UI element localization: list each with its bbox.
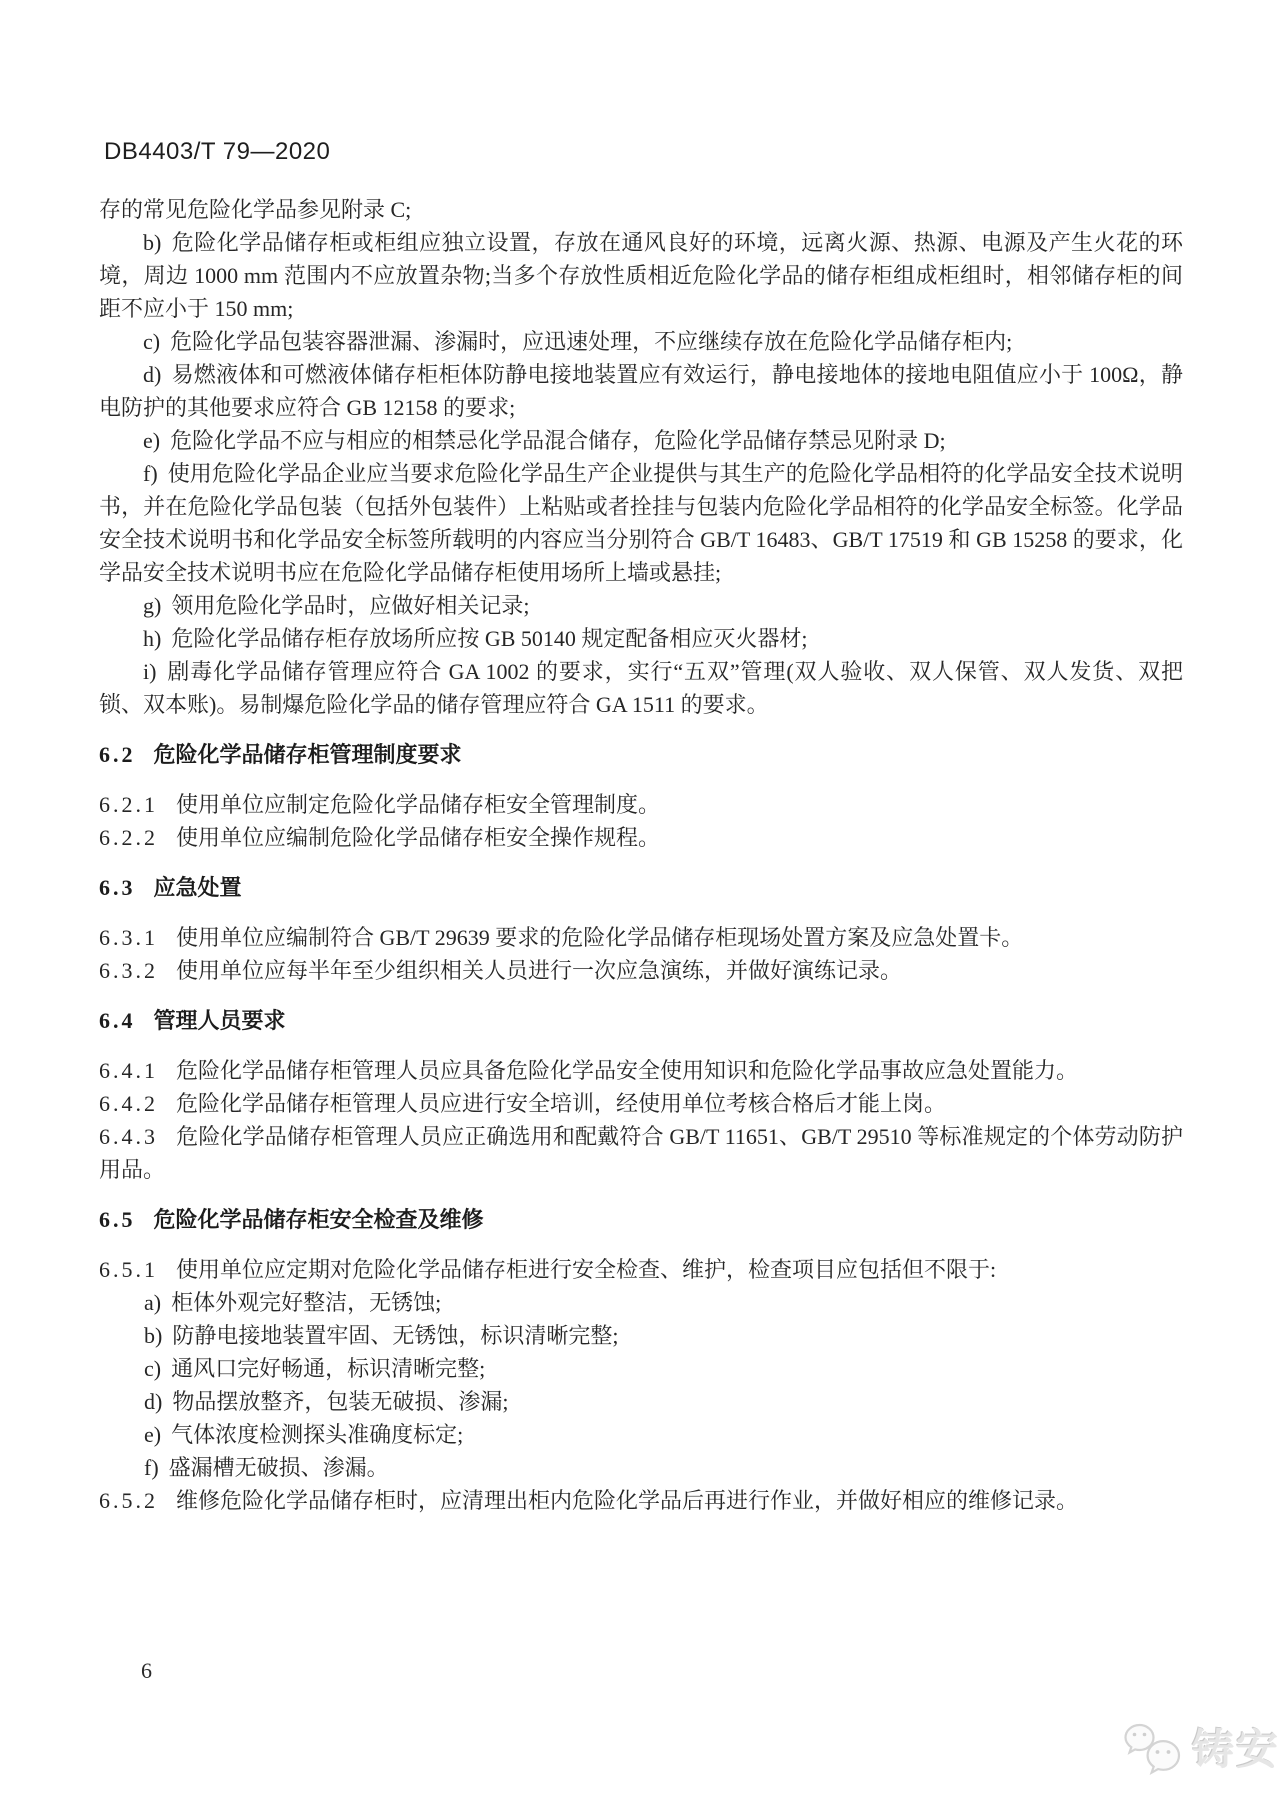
- list-item: [99, 1385, 1183, 1418]
- item-text: 危险化学品储存柜或柜组应独立设置，存放在通风良好的环境，远离火源、热源、电源及产生火花的环境，周边 1000 mm 范围内不应放置杂物;当多个存放性质相近危险化学品的储存柜组成柜组时，相邻储存柜的间距不应小于 150 mm;: [99, 230, 1183, 321]
- clause-text: 危险化学品储存柜管理人员应正确选用和配戴符合 GB/T 11651、GB/T 29510 等标准规定的个体劳动防护用品。: [99, 1124, 1183, 1182]
- list-item: [99, 1418, 1183, 1451]
- section-title: 管理人员要求: [153, 1008, 286, 1033]
- list-item: [99, 1451, 1183, 1484]
- clause: [99, 1484, 1183, 1517]
- section-title: 应急处置: [153, 875, 242, 900]
- clause: [99, 821, 1183, 854]
- section-heading: [99, 1203, 1183, 1236]
- section-heading: [99, 871, 1183, 904]
- item-text: 剧毒化学品储存管理应符合 GA 1002 的要求，实行“五双”管理(双人验收、双人保管、双人发货、双把锁、双本账)。易制爆危险化学品的储存管理应符合 GA 1511 的要求。: [99, 659, 1183, 717]
- item-marker: c): [143, 329, 161, 354]
- item-text: 使用危险化学品企业应当要求危险化学品生产企业提供与其生产的危险化学品相符的化学品安全技术说明书，并在危险化学品包装（包括外包装件）上粘贴或者拴挂与包装内危险化学品相符的化学品安全标签。化学品安全技术说明书和化学品安全标签所载明的内容应当分别符合 GB/T 16483、GB/T 17519 和 GB 15258 的要求，化学品安全技术说明书应在危险化学品储存柜使用场所上墙或悬挂;: [99, 461, 1183, 585]
- list-marker: b): [144, 1323, 163, 1348]
- clause-number: 6.5.1: [99, 1257, 158, 1282]
- item-text: 危险化学品包装容器泄漏、渗漏时，应迅速处理，不应继续存放在危险化学品储存柜内;: [170, 329, 1013, 354]
- section-heading: [99, 1004, 1183, 1037]
- list-text: 物品摆放整齐，包装无破损、渗漏;: [172, 1389, 509, 1414]
- item-marker: d): [143, 362, 162, 387]
- section-number: 6.5: [99, 1207, 136, 1232]
- item-text: 领用危险化学品时，应做好相关记录;: [171, 593, 530, 618]
- clause-text: 使用单位应编制危险化学品储存柜安全操作规程。: [176, 825, 661, 850]
- item-marker: i): [143, 659, 157, 684]
- clause-text: 使用单位应编制符合 GB/T 29639 要求的危险化学品储存柜现场处置方案及应急处置卡。: [176, 925, 1024, 950]
- clause-number: 6.4.3: [99, 1124, 158, 1149]
- clause-number: 6.3.1: [99, 925, 158, 950]
- clause-text: 危险化学品储存柜管理人员应进行安全培训，经使用单位考核合格后才能上岗。: [176, 1091, 947, 1116]
- list-marker: e): [144, 1422, 162, 1447]
- paragraph: 存的常见危险化学品参见附录 C;: [99, 197, 412, 222]
- clause: [99, 1120, 1183, 1186]
- list-marker: a): [144, 1290, 162, 1315]
- lettered-item: [99, 589, 1183, 622]
- list-item: [99, 1286, 1183, 1319]
- section-number: 6.2: [99, 742, 136, 767]
- clause-text: 维修危险化学品储存柜时，应清理出柜内危险化学品后再进行作业，并做好相应的维修记录。: [176, 1488, 1079, 1513]
- page-number: 6: [141, 1658, 152, 1683]
- list-text: 盛漏槽无破损、渗漏。: [168, 1455, 389, 1480]
- item-text: 危险化学品不应与相应的相禁忌化学品混合储存，危险化学品储存禁忌见附录 D;: [170, 428, 946, 453]
- list-text: 通风口完好畅通，标识清晰完整;: [171, 1356, 486, 1381]
- clause: [99, 921, 1183, 954]
- clause-number: 6.3.2: [99, 958, 158, 983]
- list-item: [99, 1352, 1183, 1385]
- lettered-item: [99, 655, 1183, 721]
- list-marker: c): [144, 1356, 162, 1381]
- list-marker: f): [144, 1455, 159, 1480]
- clause-number: 6.5.2: [99, 1488, 158, 1513]
- section-number: 6.3: [99, 875, 136, 900]
- clause-text: 使用单位应制定危险化学品储存柜安全管理制度。: [176, 792, 661, 817]
- section-number: 6.4: [99, 1008, 136, 1033]
- clause-text: 使用单位应定期对危险化学品储存柜进行安全检查、维护，检查项目应包括但不限于:: [176, 1257, 997, 1282]
- item-text: 易燃液体和可燃液体储存柜柜体防静电接地装置应有效运行，静电接地体的接地电阻值应小于 100Ω，静电防护的其他要求应符合 GB 12158 的要求;: [99, 362, 1183, 420]
- lettered-item: [99, 226, 1183, 325]
- list-text: 柜体外观完好整洁，无锈蚀;: [171, 1290, 442, 1315]
- clause: [99, 1087, 1183, 1120]
- lettered-item: [99, 424, 1183, 457]
- list-text: 防静电接地装置牢固、无锈蚀，标识清晰完整;: [172, 1323, 619, 1348]
- lettered-item: [99, 358, 1183, 424]
- item-marker: f): [143, 461, 158, 486]
- item-marker: b): [143, 230, 162, 255]
- clause: [99, 1054, 1183, 1087]
- section-heading: [99, 738, 1183, 771]
- item-marker: g): [143, 593, 162, 618]
- item-marker: h): [143, 626, 162, 651]
- clause: [99, 954, 1183, 987]
- lettered-item: [99, 457, 1183, 589]
- clause-number: 6.2.1: [99, 792, 158, 817]
- list-item: [99, 1319, 1183, 1352]
- clause-text: 危险化学品储存柜管理人员应具备危险化学品安全使用知识和危险化学品事故应急处置能力。: [176, 1058, 1079, 1083]
- clause: [99, 1253, 1183, 1286]
- lettered-item: [99, 325, 1183, 358]
- wechat-chat-bubbles-icon: [1120, 1722, 1184, 1778]
- lettered-item: [99, 622, 1183, 655]
- watermark-label: 铸安: [1192, 1726, 1280, 1773]
- clause-number: 6.4.1: [99, 1058, 158, 1083]
- document-body: [99, 193, 1183, 1517]
- clause-number: 6.2.2: [99, 825, 158, 850]
- item-text: 危险化学品储存柜存放场所应按 GB 50140 规定配备相应灭火器材;: [171, 626, 808, 651]
- item-marker: e): [143, 428, 161, 453]
- section-title: 危险化学品储存柜管理制度要求: [153, 742, 462, 767]
- list-text: 气体浓度检测探头准确度标定;: [171, 1422, 464, 1447]
- section-title: 危险化学品储存柜安全检查及维修: [153, 1207, 484, 1232]
- clause: [99, 788, 1183, 821]
- clause-number: 6.4.2: [99, 1091, 158, 1116]
- clause-text: 使用单位应每半年至少组织相关人员进行一次应急演练，并做好演练记录。: [176, 958, 903, 983]
- watermark: [1120, 1722, 1280, 1778]
- list-marker: d): [144, 1389, 163, 1414]
- document-code: DB4403/T 79—2020: [104, 138, 331, 165]
